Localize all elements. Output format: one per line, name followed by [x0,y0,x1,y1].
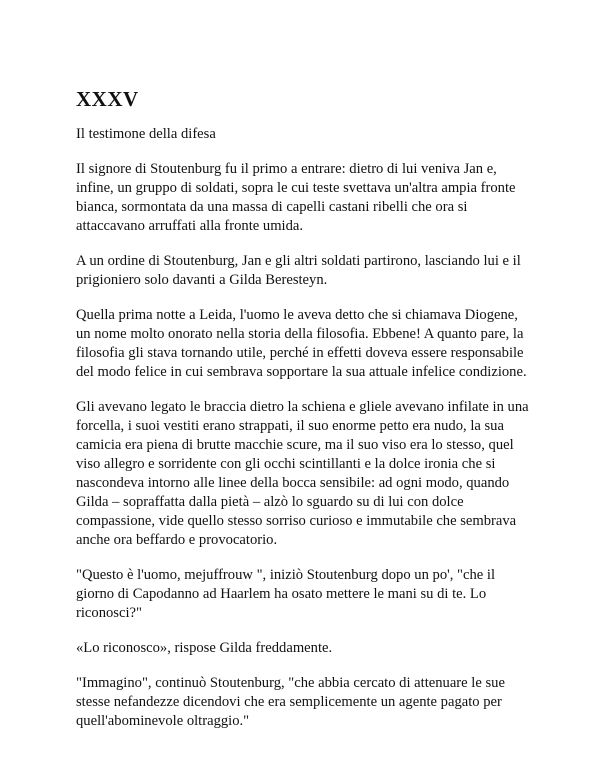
chapter-number: XXXV [76,87,139,111]
document-page [76,86,536,747]
paragraph-7: "Immagino", continuò Stoutenburg, "che abbia cercato di attenuare le sue stesse nefandezze dicendovi che era semplicemente un agente pagato per quell'abominevole oltraggio." [76,675,505,729]
paragraph-3: Quella prima notte a Leida, l'uomo le aveva detto che si chiamava Diogene, un nome molto onorato nella storia della filosofia. Ebbene! A quanto pare, la filosofia gli stava tornando utile, perché in effetti doveva essere responsabile del modo felice in cui sembrava sopportare la sua attuale infelice condizione. [76,307,527,380]
chapter-subtitle: Il testimone della difesa [76,126,216,142]
paragraph-1: Il signore di Stoutenburg fu il primo a entrare: dietro di lui veniva Jan e, infine, un gruppo di soldati, sopra le cui teste svettava un'altra ampia fronte bianca, sormontata da una massa di capelli castani ribelli che ora si attaccavano arruffati alla fronte umida. [76,161,516,234]
paragraph-6: «Lo riconosco», rispose Gilda freddamente. [76,640,333,656]
paragraph-2: A un ordine di Stoutenburg, Jan e gli altri soldati partirono, lasciando lui e il prigioniero solo davanti a Gilda Beresteyn. [76,253,521,288]
paragraph-5: "Questo è l'uomo, mejuffrouw ", iniziò Stoutenburg dopo un po', "che il giorno di Capodanno ad Haarlem ha osato mettere le mani su di te. Lo riconosci?" [76,567,496,621]
paragraph-4: Gli avevano legato le braccia dietro la schiena e gliele avevano infilate in una forcella, i suoi vestiti erano strappati, il suo enorme petto era nudo, la sua camicia era piena di brutte macchie scure, ma il suo viso era lo stesso, quel viso allegro e sorridente con gli occhi scintillanti e la dolce ironia che si nascondeva intorno alle linee della bocca sensibile: ad ogni modo, quando Gilda – sopraffatta dalla pietà – alzò lo sguardo su di lui con dolce compassione, vide quello stesso sorriso curioso e immutabile che sembrava anche ora beffardo e provocatorio. [76,399,529,548]
